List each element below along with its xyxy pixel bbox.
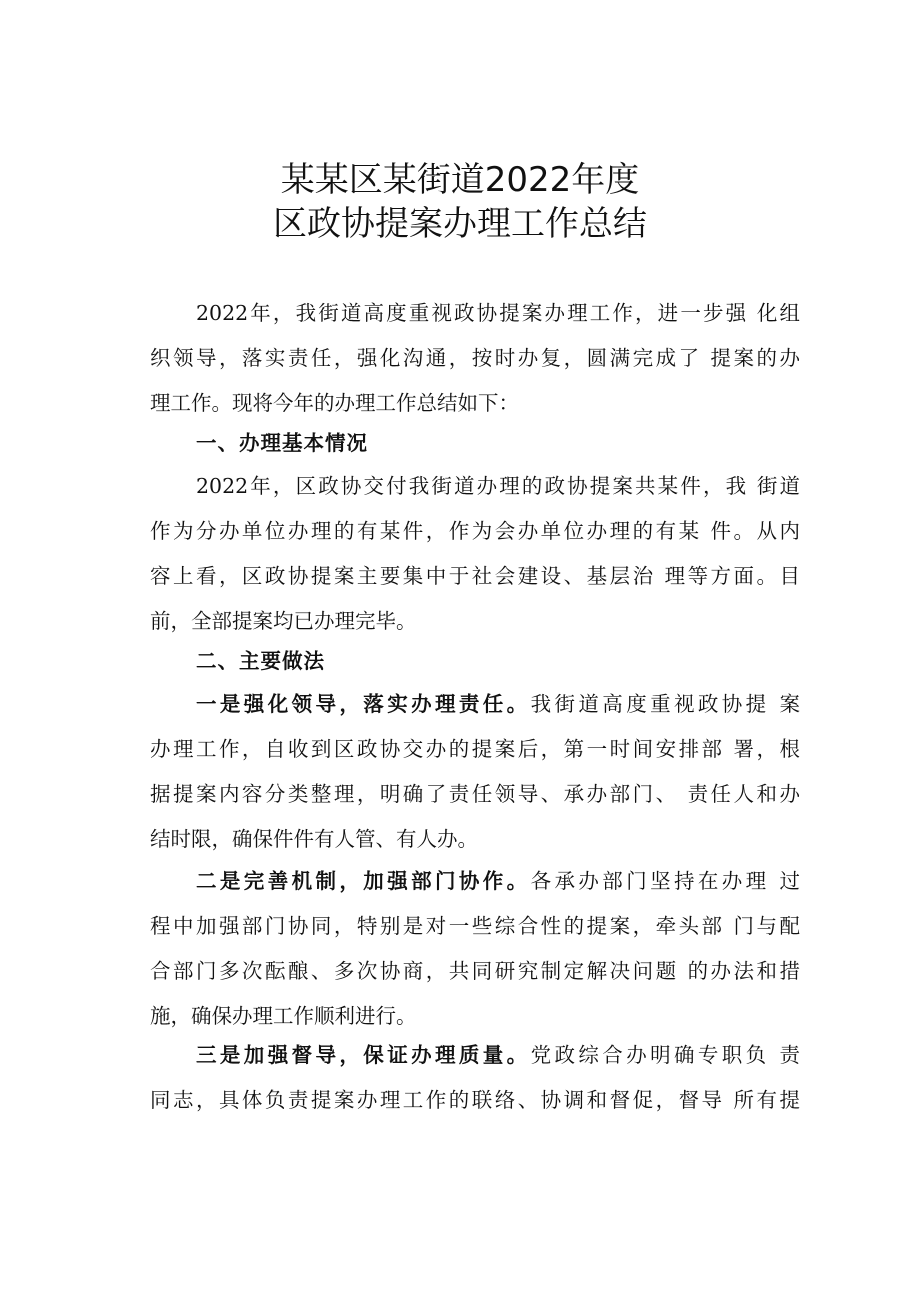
section-heading-main-practices: 二、主要做法: [196, 649, 325, 673]
paragraph-line: 施，确保办理工作顺利进行。: [150, 1004, 417, 1028]
intro-line: 织领导，落实责任，强化沟通，按时办复，圆满完成了 提案的办: [150, 346, 800, 370]
item-first-text: 各承办部门坚持在办理 过: [530, 869, 800, 893]
paragraph-line: 前，全部提案均已办理完毕。: [150, 609, 417, 633]
item-lead-strengthen-supervision: 三是加强督导，保证办理质量。: [196, 1043, 531, 1067]
paragraph-line: 2022年，区政协交付我街道办理的政协提案共某件，我 街道: [196, 474, 800, 498]
intro-line: 理工作。现将今年的办理工作总结如下：: [150, 391, 519, 415]
item-lead-improve-mechanism: 二是完善机制，加强部门协作。: [196, 869, 531, 893]
paragraph-line: 据提案内容分类整理，明确了责任领导、承办部门、 责任人和办: [150, 782, 800, 806]
paragraph-line: 程中加强部门协同，特别是对一些综合性的提案，牵头部 门与配: [150, 914, 800, 938]
section-heading-basic-situation: 一、办理基本情况: [196, 431, 368, 455]
paragraph-line: 同志，具体负责提案办理工作的联络、协调和督促，督导 所有提: [150, 1088, 800, 1112]
paragraph-line: 容上看，区政协提案主要集中于社会建设、基层治 理等方面。目: [150, 564, 800, 588]
paragraph-line: 作为分办单位办理的有某件，作为会办单位办理的有某 件。从内: [150, 519, 800, 543]
intro-line: 2022年，我街道高度重视政协提案办理工作，进一步强 化组: [196, 301, 800, 325]
paragraph-line: 办理工作，自收到区政协交办的提案后，第一时间安排部 署，根: [150, 737, 800, 761]
paragraph-line: 结时限，确保件件有人管、有人办。: [150, 827, 478, 851]
item-lead-strengthen-leadership: 一是强化领导，落实办理责任。: [196, 692, 531, 716]
paragraph-line: 合部门多次酝酿、多次协商，共同研究制定解决问题 的办法和措: [150, 959, 800, 983]
item-first-line: [196, 689, 800, 719]
document-title-line-2: 区政协提案办理工作总结: [273, 204, 647, 244]
item-first-text: 我街道高度重视政协提 案: [530, 692, 800, 716]
item-first-line: [196, 1040, 800, 1070]
item-first-line: [196, 866, 800, 896]
document-title-line-1: 某某区某街道2022年度: [280, 160, 640, 200]
item-first-text: 党政综合办明确专职负 责: [530, 1043, 800, 1067]
